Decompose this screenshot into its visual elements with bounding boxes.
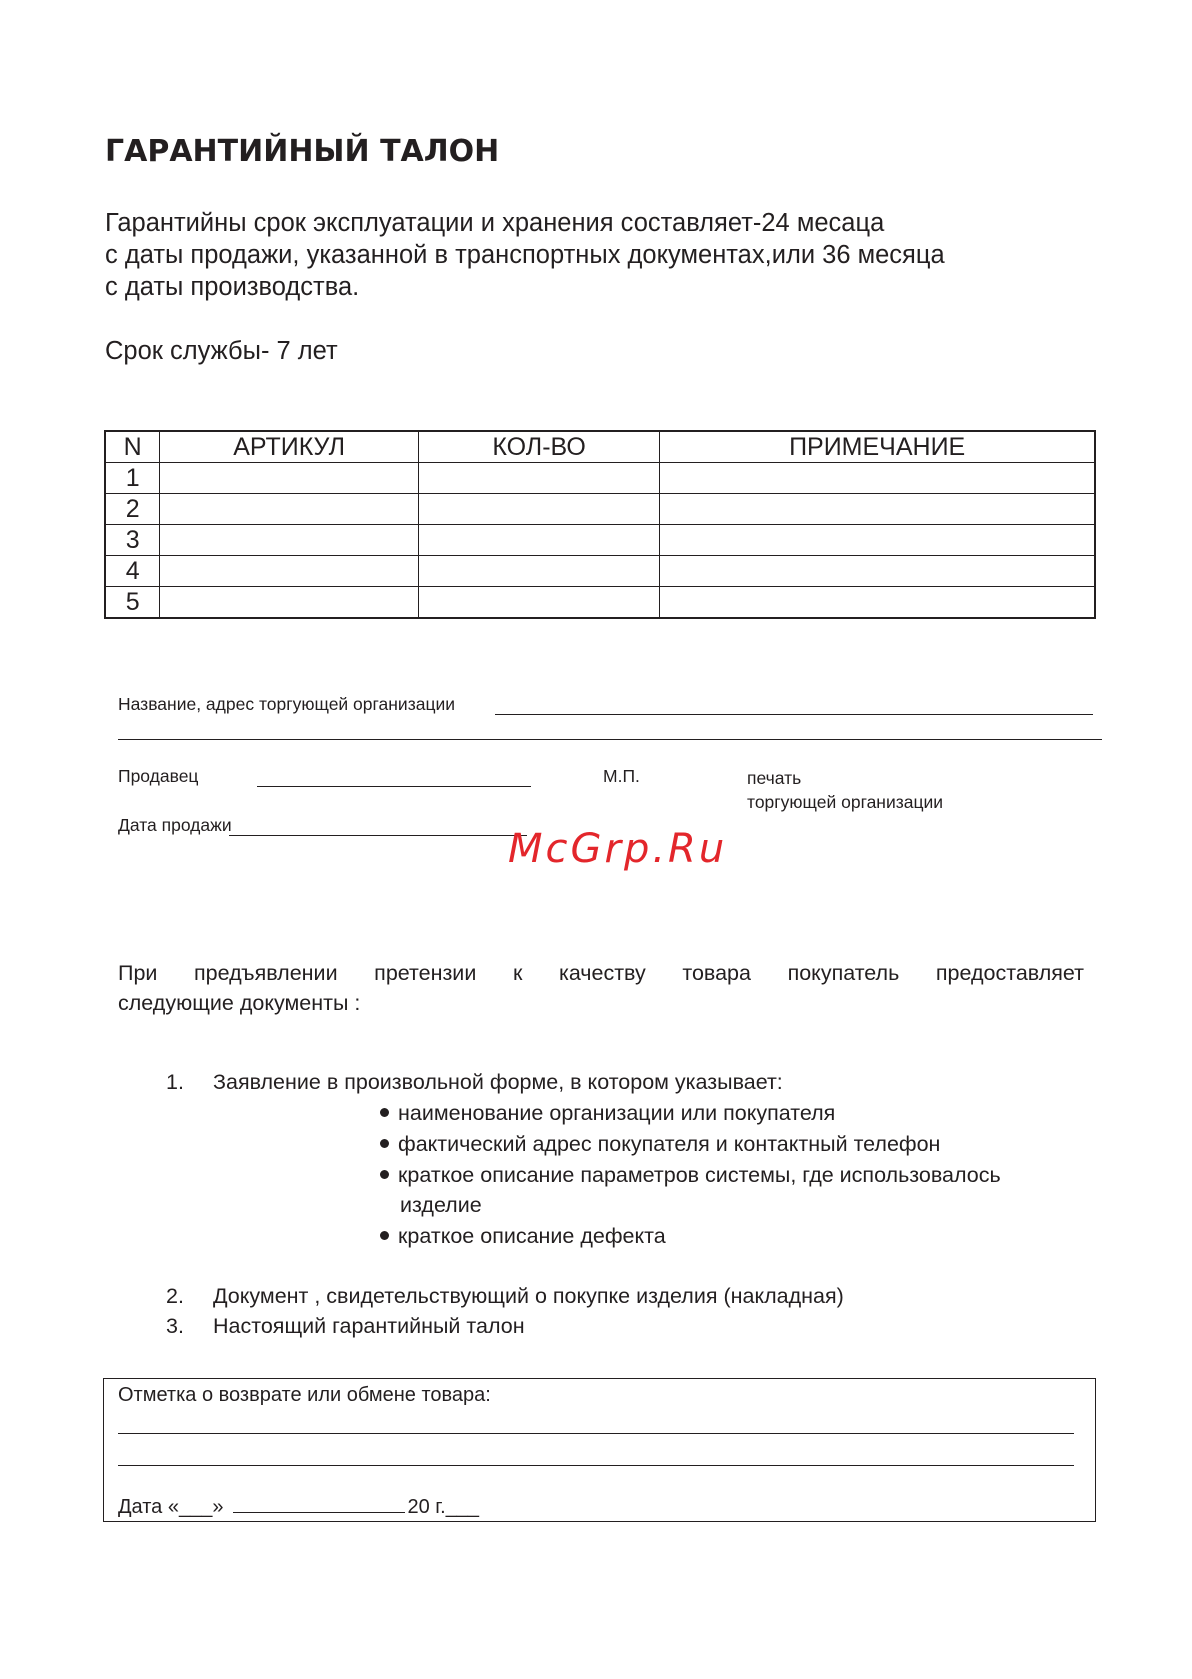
bullet-icon	[380, 1139, 389, 1148]
table-row	[105, 525, 1095, 556]
bullet-text: наименование организации или покупателя	[398, 1101, 836, 1125]
list-item-number: 1.	[166, 1070, 184, 1094]
items-table	[104, 430, 1096, 619]
table-row	[105, 587, 1095, 619]
list-item-number: 3.	[166, 1314, 184, 1338]
org-label: Название, адрес торгующей организации	[118, 694, 456, 714]
return-line-2[interactable]	[118, 1465, 1074, 1466]
seller-line[interactable]	[257, 786, 531, 787]
watermark: McGrp.Ru	[508, 826, 728, 872]
bullet-icon	[380, 1170, 389, 1179]
quantity-cell[interactable]	[418, 556, 659, 587]
column-header-number: N	[105, 431, 160, 463]
warranty-terms-line: Гарантийны срок эксплуатации и хранения составляет-24 месаца	[105, 209, 885, 237]
word: предъявлении	[194, 961, 338, 985]
bullet-item	[380, 1224, 666, 1249]
sale-date-line[interactable]	[229, 835, 527, 836]
note-cell[interactable]	[660, 494, 1095, 525]
return-date	[118, 1494, 479, 1519]
org-line-2[interactable]	[118, 739, 1102, 740]
service-life: Срок службы- 7 лет	[105, 337, 338, 365]
stamp-note: торгующей организации	[747, 792, 944, 812]
article-cell[interactable]	[160, 587, 419, 619]
table-row	[105, 463, 1095, 494]
bullet-continuation: изделие	[400, 1193, 482, 1217]
bullet-item	[380, 1132, 940, 1157]
article-cell[interactable]	[160, 494, 419, 525]
bullet-item	[380, 1101, 835, 1126]
date-blank[interactable]: ___	[178, 1496, 213, 1518]
return-line-1[interactable]	[118, 1433, 1074, 1434]
return-label: Отметка о возврате или обмене товара:	[118, 1384, 491, 1406]
word: качеству	[558, 961, 646, 985]
word: товара	[682, 961, 751, 985]
sale-date-label: Дата продажи	[118, 815, 232, 835]
bullet-text: фактический адрес покупателя и контактный телефон	[398, 1132, 941, 1156]
bullet-text: краткое описание дефекта	[398, 1224, 666, 1248]
quantity-cell[interactable]	[418, 494, 659, 525]
column-header-note: ПРИМЕЧАНИЕ	[660, 431, 1095, 463]
note-cell[interactable]	[660, 587, 1095, 619]
list-item: Настоящий гарантийный талон	[213, 1314, 525, 1338]
row-number: 2	[105, 494, 160, 525]
stamp-note: печать	[747, 768, 802, 788]
seller-label: Продавец	[118, 766, 199, 786]
row-number: 3	[105, 525, 160, 556]
note-cell[interactable]	[660, 525, 1095, 556]
date-month-blank[interactable]	[233, 1494, 405, 1513]
note-cell[interactable]	[660, 463, 1095, 494]
bullet-icon	[380, 1231, 389, 1240]
article-cell[interactable]	[160, 556, 419, 587]
page-title: ГАРАНТИЙНЫЙ ТАЛОН	[105, 134, 500, 169]
word: претензии	[374, 961, 477, 985]
row-number: 1	[105, 463, 160, 494]
word: При	[118, 961, 158, 985]
row-number: 5	[105, 587, 160, 619]
warranty-terms	[105, 207, 945, 303]
claims-paragraph-line: следующие документы :	[118, 991, 361, 1015]
org-line[interactable]	[495, 714, 1093, 715]
bullet-item	[380, 1163, 1001, 1188]
list-item-number: 2.	[166, 1284, 184, 1308]
list-item: Документ , свидетельствующий о покупке изделия (накладная)	[213, 1284, 844, 1308]
word: к	[512, 961, 523, 985]
column-header-article: АРТИКУЛ	[160, 431, 419, 463]
word: покупатель	[787, 961, 900, 985]
claims-paragraph-line	[118, 958, 1084, 989]
note-cell[interactable]	[660, 556, 1095, 587]
date-text: Дата «	[118, 1496, 179, 1518]
quantity-cell[interactable]	[418, 463, 659, 494]
article-cell[interactable]	[160, 463, 419, 494]
column-header-quantity: КОЛ-ВО	[418, 431, 659, 463]
word: предоставляет	[935, 961, 1085, 985]
quantity-cell[interactable]	[418, 587, 659, 619]
bullet-icon	[380, 1108, 389, 1117]
bullet-text: краткое описание параметров системы, где использовалось	[398, 1163, 1001, 1187]
stamp-label: М.П.	[603, 766, 640, 786]
article-cell[interactable]	[160, 525, 419, 556]
table-row	[105, 494, 1095, 525]
table-row	[105, 556, 1095, 587]
list-item: Заявление в произвольной форме, в котором указывает:	[213, 1070, 783, 1094]
date-text: »	[212, 1496, 224, 1518]
table-header-row	[105, 431, 1095, 463]
warranty-terms-line: с даты продажи, указанной в транспортных документах,или 36 месяца	[105, 241, 945, 269]
date-text: 20 г.	[407, 1496, 446, 1518]
warranty-terms-line: с даты производства.	[105, 273, 360, 301]
date-blank[interactable]: ___	[445, 1496, 480, 1518]
row-number: 4	[105, 556, 160, 587]
quantity-cell[interactable]	[418, 525, 659, 556]
